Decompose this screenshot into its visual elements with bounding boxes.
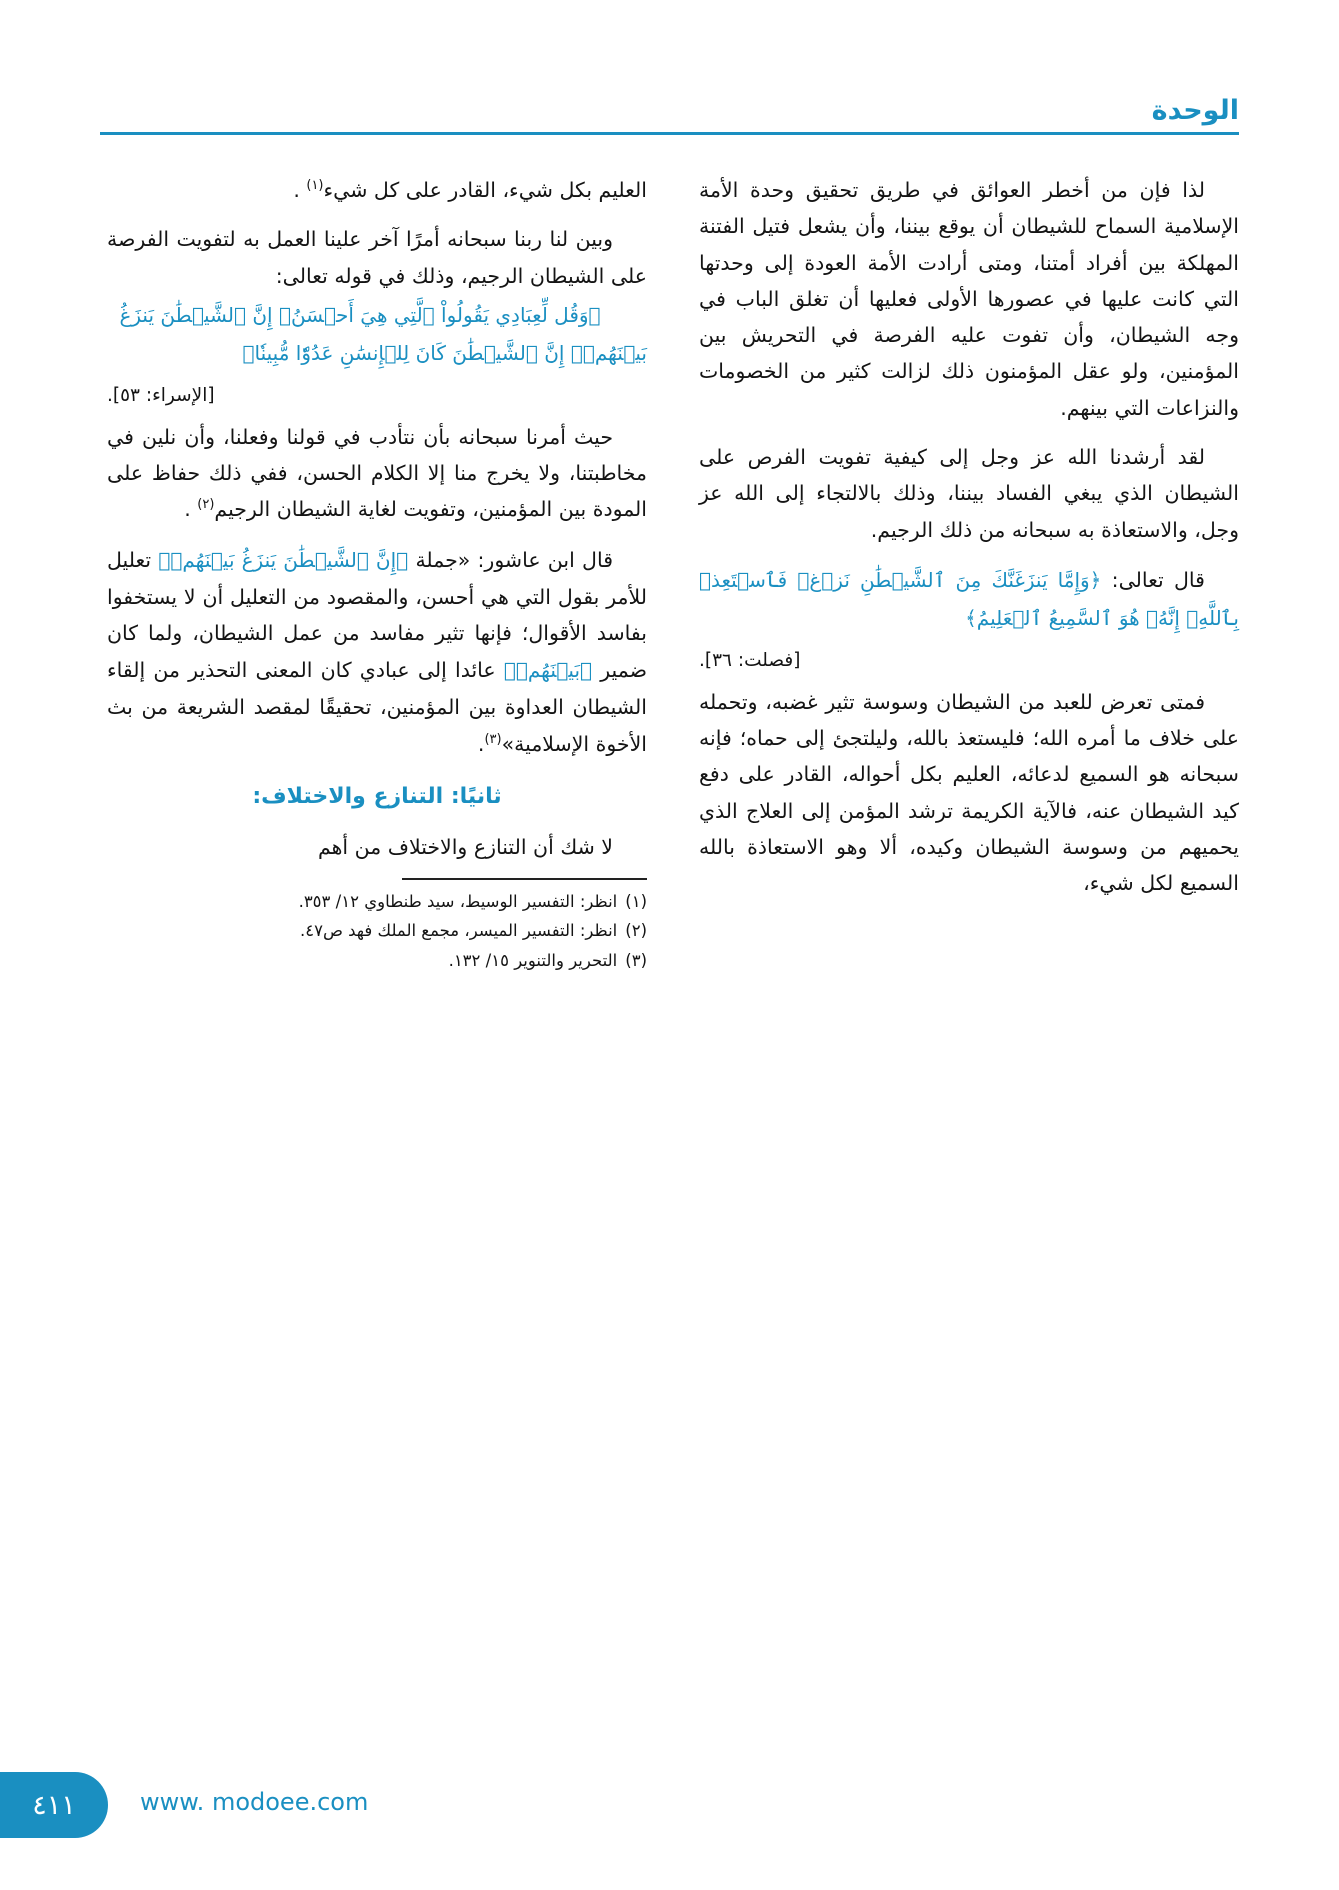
paragraph: لقد أرشدنا الله عز وجل إلى كيفية تفويت الفرص على الشيطان الذي يبغي الفساد بيننا، وذلك بالالتجاء إلى الله عز وجل، والاستعاذة به سبحانه من ذلك الرجيم.	[699, 444, 1239, 542]
footnote-marker: (٣)	[484, 731, 502, 747]
paragraph: فمتى تعرض للعبد من الشيطان وسوسة تثير غضبه، وتحمله على خلاف ما أمره الله؛ فليستعذ بالله، وليلتجئ إلى حماه؛ فإنه سبحانه هو السميع لدعائه، العليم بكل أحواله، القادر على دفع كيد الشيطان عنه، فالآية الكريمة ترشد المؤمن إلى العلاج الذي يحميهم من وسوسة الشيطان وكيده، ألا وهو الاستعاذة بالله السميع لكل شيء،	[699, 689, 1239, 896]
quote-end: عائدا إلى عبادي كان المعنى التحذير من إلقاء الشيطان العداوة بين المؤمنين، تحقيقًا لمقصد الشريعة من بث الأخوة الإسلامية»	[107, 658, 647, 756]
paragraph: لذا فإن من أخطر العوائق في طريق تحقيق وحدة الأمة الإسلامية السماح للشيطان أن يوقع بيننا، وأن يشعل فتيل الفتنة المهلكة بين أفراد أمتنا، ومتى أرادت الأمة العودة إلى وحدتها التي كانت عليها في عصورها الأولى فعليها أن تغلق الباب في وجه الشيطان، وأن تفوت عليه الفرصة في التحريش بين المؤمنين، ولو عقل المؤمنون ذلك لزالت كثير من الخصومات والنزاعات التي بينهم.	[699, 178, 1239, 420]
footnotes-block	[107, 878, 647, 975]
footnote-text: انظر: التفسير الميسر، مجمع الملك فهد ص٤٧.	[299, 921, 618, 941]
section-subheading: ثانيًا: التنازع والاختلاف:	[252, 783, 502, 809]
page-number-tab	[0, 1772, 108, 1838]
website-url[interactable]: www. modoee.com	[140, 1788, 369, 1816]
paragraph-end: .	[184, 497, 198, 522]
paragraph-text: حيث أمرنا سبحانه بأن نتأدب في قولنا وفعلنا، وأن نلين في مخاطبتنا، ولا يخرج منا إلا الكلام الحسن، ففي ذلك حفاظ على المودة بين المؤمنين، وتفويت لغاية الشيطان الرجيم	[107, 424, 647, 522]
page-number: ٤١١	[32, 1789, 76, 1821]
quote-paragraph	[699, 561, 1239, 637]
text-columns	[100, 172, 1239, 978]
page-header	[100, 95, 1239, 135]
page-footer	[0, 1772, 1339, 1842]
column-right	[699, 172, 1239, 978]
footnote-number: (١)	[625, 891, 647, 911]
header-divider	[100, 132, 1239, 135]
footnote-marker: (١)	[306, 178, 324, 194]
continuation-text: العليم بكل شيء، القادر على كل شيء	[323, 178, 647, 202]
paragraph-text: وبين لنا ربنا سبحانه أمرًا آخر علينا العمل به لتفويت الفرصة على الشيطان الرجيم، وذلك في قوله تعالى:	[107, 227, 647, 288]
footnote-number: (٢)	[625, 921, 647, 941]
quote-intro: قال ابن عاشور: «جملة	[415, 547, 613, 572]
footnote-number: (٣)	[625, 951, 647, 971]
footnote-marker: (٢)	[197, 497, 215, 513]
quote-period: .	[477, 731, 485, 756]
footnote-text: التحرير والتنوير ١٥/ ١٣٢.	[448, 951, 618, 971]
quran-reference: [فصلت: ٣٦].	[699, 649, 801, 671]
footnote-text: انظر: التفسير الوسيط، سيد طنطاوي ١٢/ ٣٥٣.	[298, 891, 618, 911]
page-title: الوحدة	[1151, 95, 1239, 126]
footnote-item	[107, 948, 647, 975]
paragraph	[107, 221, 647, 372]
quran-reference: [الإسراء: ٥٣].	[107, 384, 215, 406]
paragraph: لا شك أن التنازع والاختلاف من أهم	[317, 834, 613, 859]
inline-quran-verse: ﴿بَيۡنَهُمۡ﴾	[503, 658, 593, 683]
column-left	[107, 172, 647, 978]
footnotes-divider	[402, 878, 647, 880]
inline-quran-verse: ﴿إِنَّ ٱلشَّيۡطَٰنَ يَنزَغُ بَيۡنَهُمۡ﴾	[158, 547, 409, 572]
paragraph	[107, 419, 647, 528]
footnote-item	[107, 889, 647, 916]
quote-intro: قال تعالى:	[1111, 567, 1205, 592]
paragraph-continuation	[107, 172, 647, 208]
quran-verse: ﴿وَإِمَّا يَنزَغَنَّكَ مِنَ ٱلشَّيۡطَٰنِ نَزۡغٞ فَٱسۡتَعِذۡ بِٱللَّهِۚ إِنَّهُۥ هُوَ ٱلسَّمِيعُ ٱلۡعَلِيمُ﴾	[699, 567, 1239, 630]
continuation-end: .	[293, 178, 307, 202]
quote-middle: تعليل للأمر بقول التي هي أحسن، والمقصود من التعليل أن لا يستخفوا بفاسد الأقوال؛ فإنها تثير مفاسد من عمل الشيطان، ولما كان ضمير	[107, 547, 647, 683]
footnote-item	[107, 918, 647, 945]
scholar-quote-paragraph	[107, 541, 647, 762]
quran-verse: ﴿وَقُل لِّعِبَادِي يَقُولُواْ ٱلَّتِي هِيَ أَحۡسَنُۚ إِنَّ ٱلشَّيۡطَٰنَ يَنزَغُ بَيۡنَهُمۡۚ إِنَّ ٱلشَّيۡطَٰنَ كَانَ لِلۡإِنسَٰنِ عَدُوّٗا مُّبِينٗا﴾	[119, 302, 647, 365]
